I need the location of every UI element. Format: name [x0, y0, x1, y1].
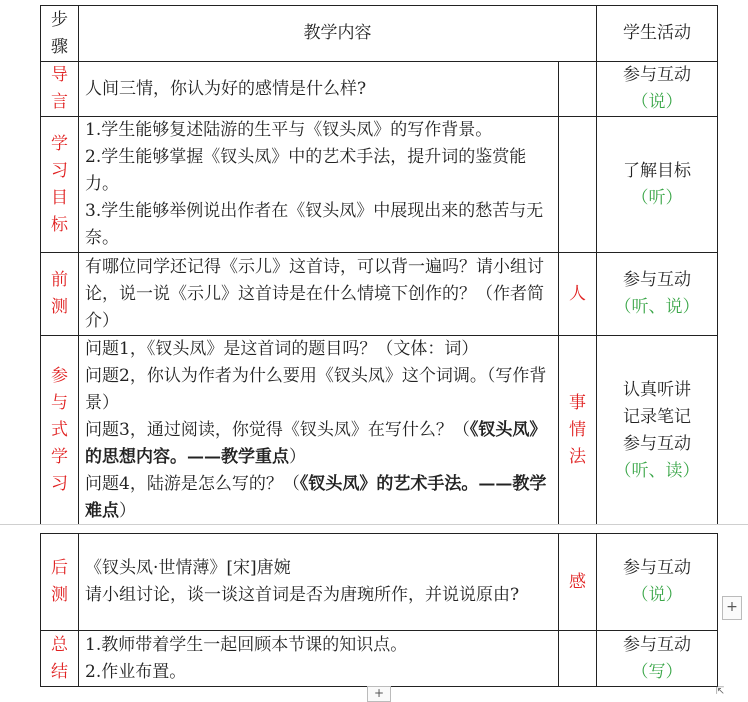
content-line: 2.学生能够掌握《钗头凤》中的艺术手法，提升词的鉴赏能力。 [85, 147, 527, 194]
method-char: 人 [569, 283, 586, 304]
activity-posttest [597, 534, 718, 631]
header-step-char: 步 [51, 9, 68, 30]
activity-line: 记录笔记 [623, 406, 691, 427]
activity-goals [597, 117, 718, 253]
activity-participatory [597, 336, 718, 526]
mark-summary [559, 631, 597, 687]
step-char: 总 [51, 634, 68, 655]
content-intro [79, 62, 559, 117]
mark-participatory [559, 336, 597, 526]
step-char: 习 [51, 474, 68, 494]
lesson-plan-table-bottom [40, 533, 718, 687]
page-break [0, 524, 748, 533]
activity-line: 参与互动 [623, 634, 691, 655]
activity-line: 参与互动 [623, 65, 691, 85]
table-resize-icon[interactable]: ⇱ [716, 686, 725, 697]
question-3-text: 问题3，通过阅读，你觉得《钗头凤》在写什么？（ [85, 420, 470, 440]
activity-intro [597, 62, 718, 117]
step-char: 前 [51, 270, 68, 290]
mark-pretest [559, 253, 597, 336]
activity-mode: （听、读） [614, 460, 700, 481]
activity-line: 认真听讲 [623, 379, 691, 400]
row-posttest [41, 534, 718, 631]
row-pretest [41, 253, 718, 336]
method-char: 情 [569, 420, 586, 440]
step-char: 习 [51, 160, 68, 181]
content-line: 请小组讨论，谈一谈这首词是否为唐琬所作，并说说原由? [85, 585, 520, 605]
step-char: 标 [51, 214, 68, 235]
step-pretest [41, 253, 79, 336]
content-posttest [79, 534, 559, 631]
activity-mode: （听、说） [614, 297, 700, 317]
header-content-cell: 教学内容 [79, 6, 597, 62]
activity-line: 参与互动 [623, 433, 691, 454]
step-char: 言 [51, 92, 68, 112]
step-char: 参 [51, 366, 68, 386]
question-3-end: ） [289, 447, 306, 467]
question-2: 问题2，你认为作者为什么要用《钗头凤》这个词调。（写作背景） [85, 366, 547, 413]
activity-line: 参与互动 [623, 270, 691, 290]
content-line: 3.学生能够举例说出作者在《钗头凤》中展现出来的愁苦与无奈。 [85, 201, 544, 248]
activity-mode: （听） [631, 187, 683, 208]
row-summary [41, 631, 718, 687]
step-summary [41, 631, 79, 687]
activity-mode: （说） [631, 585, 683, 605]
mark-intro [559, 62, 597, 117]
question-3 [85, 417, 552, 471]
step-char: 目 [51, 187, 68, 208]
content-line: 有哪位同学还记得《示儿》这首诗，可以背一遍吗？请小组讨论，说一说《示儿》这首诗是在什么情境下创作的？（作者简介） [85, 256, 544, 331]
content-summary [79, 631, 559, 687]
activity-line: 参与互动 [623, 558, 691, 578]
activity-summary [597, 631, 718, 687]
teaching-difficulty: 《钗头凤》的艺术手法。——教学难点 [85, 474, 547, 521]
content-goals [79, 117, 559, 253]
question-4-text: 问题4，陆游是怎么写的？（ [85, 474, 300, 494]
method-char: 事 [569, 393, 586, 413]
mark-posttest [559, 534, 597, 631]
row-intro [41, 62, 718, 117]
content-pretest [79, 253, 559, 336]
header-activity-cell: 学生活动 [597, 6, 718, 62]
step-char: 式 [51, 420, 68, 440]
header-step-char: 骤 [51, 36, 68, 57]
step-char: 测 [51, 585, 68, 605]
question-4 [85, 471, 552, 525]
step-char: 后 [51, 558, 68, 578]
content-line: 1.学生能够复述陆游的生平与《钗头凤》的写作背景。 [85, 120, 493, 140]
header-row [41, 6, 718, 62]
activity-pretest [597, 253, 718, 336]
step-participatory [41, 336, 79, 526]
content-line: 《钗头凤·世情薄》[宋]唐婉 [85, 558, 291, 578]
step-posttest [41, 534, 79, 631]
row-participatory [41, 336, 718, 526]
activity-mode: （说） [631, 92, 683, 112]
step-char: 结 [51, 661, 68, 682]
step-intro [41, 62, 79, 117]
add-column-button[interactable]: + [722, 596, 742, 620]
lesson-plan-table-top [40, 5, 718, 526]
content-participatory [79, 336, 559, 526]
content-line: 2.作业布置。 [85, 661, 187, 682]
header-step-cell [41, 6, 79, 62]
step-char: 学 [51, 133, 68, 154]
activity-mode: （写） [631, 661, 683, 682]
step-char: 导 [51, 65, 68, 85]
mark-goals [559, 117, 597, 253]
teaching-focus: 《钗头凤》的思想内容。——教学重点 [85, 420, 547, 467]
question-1: 问题1，《钗头凤》是这首词的题目吗？（文体：词） [85, 339, 479, 359]
activity-line: 了解目标 [623, 160, 691, 181]
add-row-button[interactable]: + [367, 686, 391, 702]
step-char: 学 [51, 447, 68, 467]
step-char: 测 [51, 297, 68, 317]
question-4-end: ） [119, 501, 136, 521]
content-line: 人间三情，你认为好的感情是什么样? [85, 78, 367, 99]
method-char: 法 [569, 447, 586, 467]
method-char: 感 [569, 571, 586, 592]
row-goals [41, 117, 718, 253]
content-line: 1.教师带着学生一起回顾本节课的知识点。 [85, 634, 408, 655]
step-char: 与 [51, 393, 68, 413]
step-goals [41, 117, 79, 253]
